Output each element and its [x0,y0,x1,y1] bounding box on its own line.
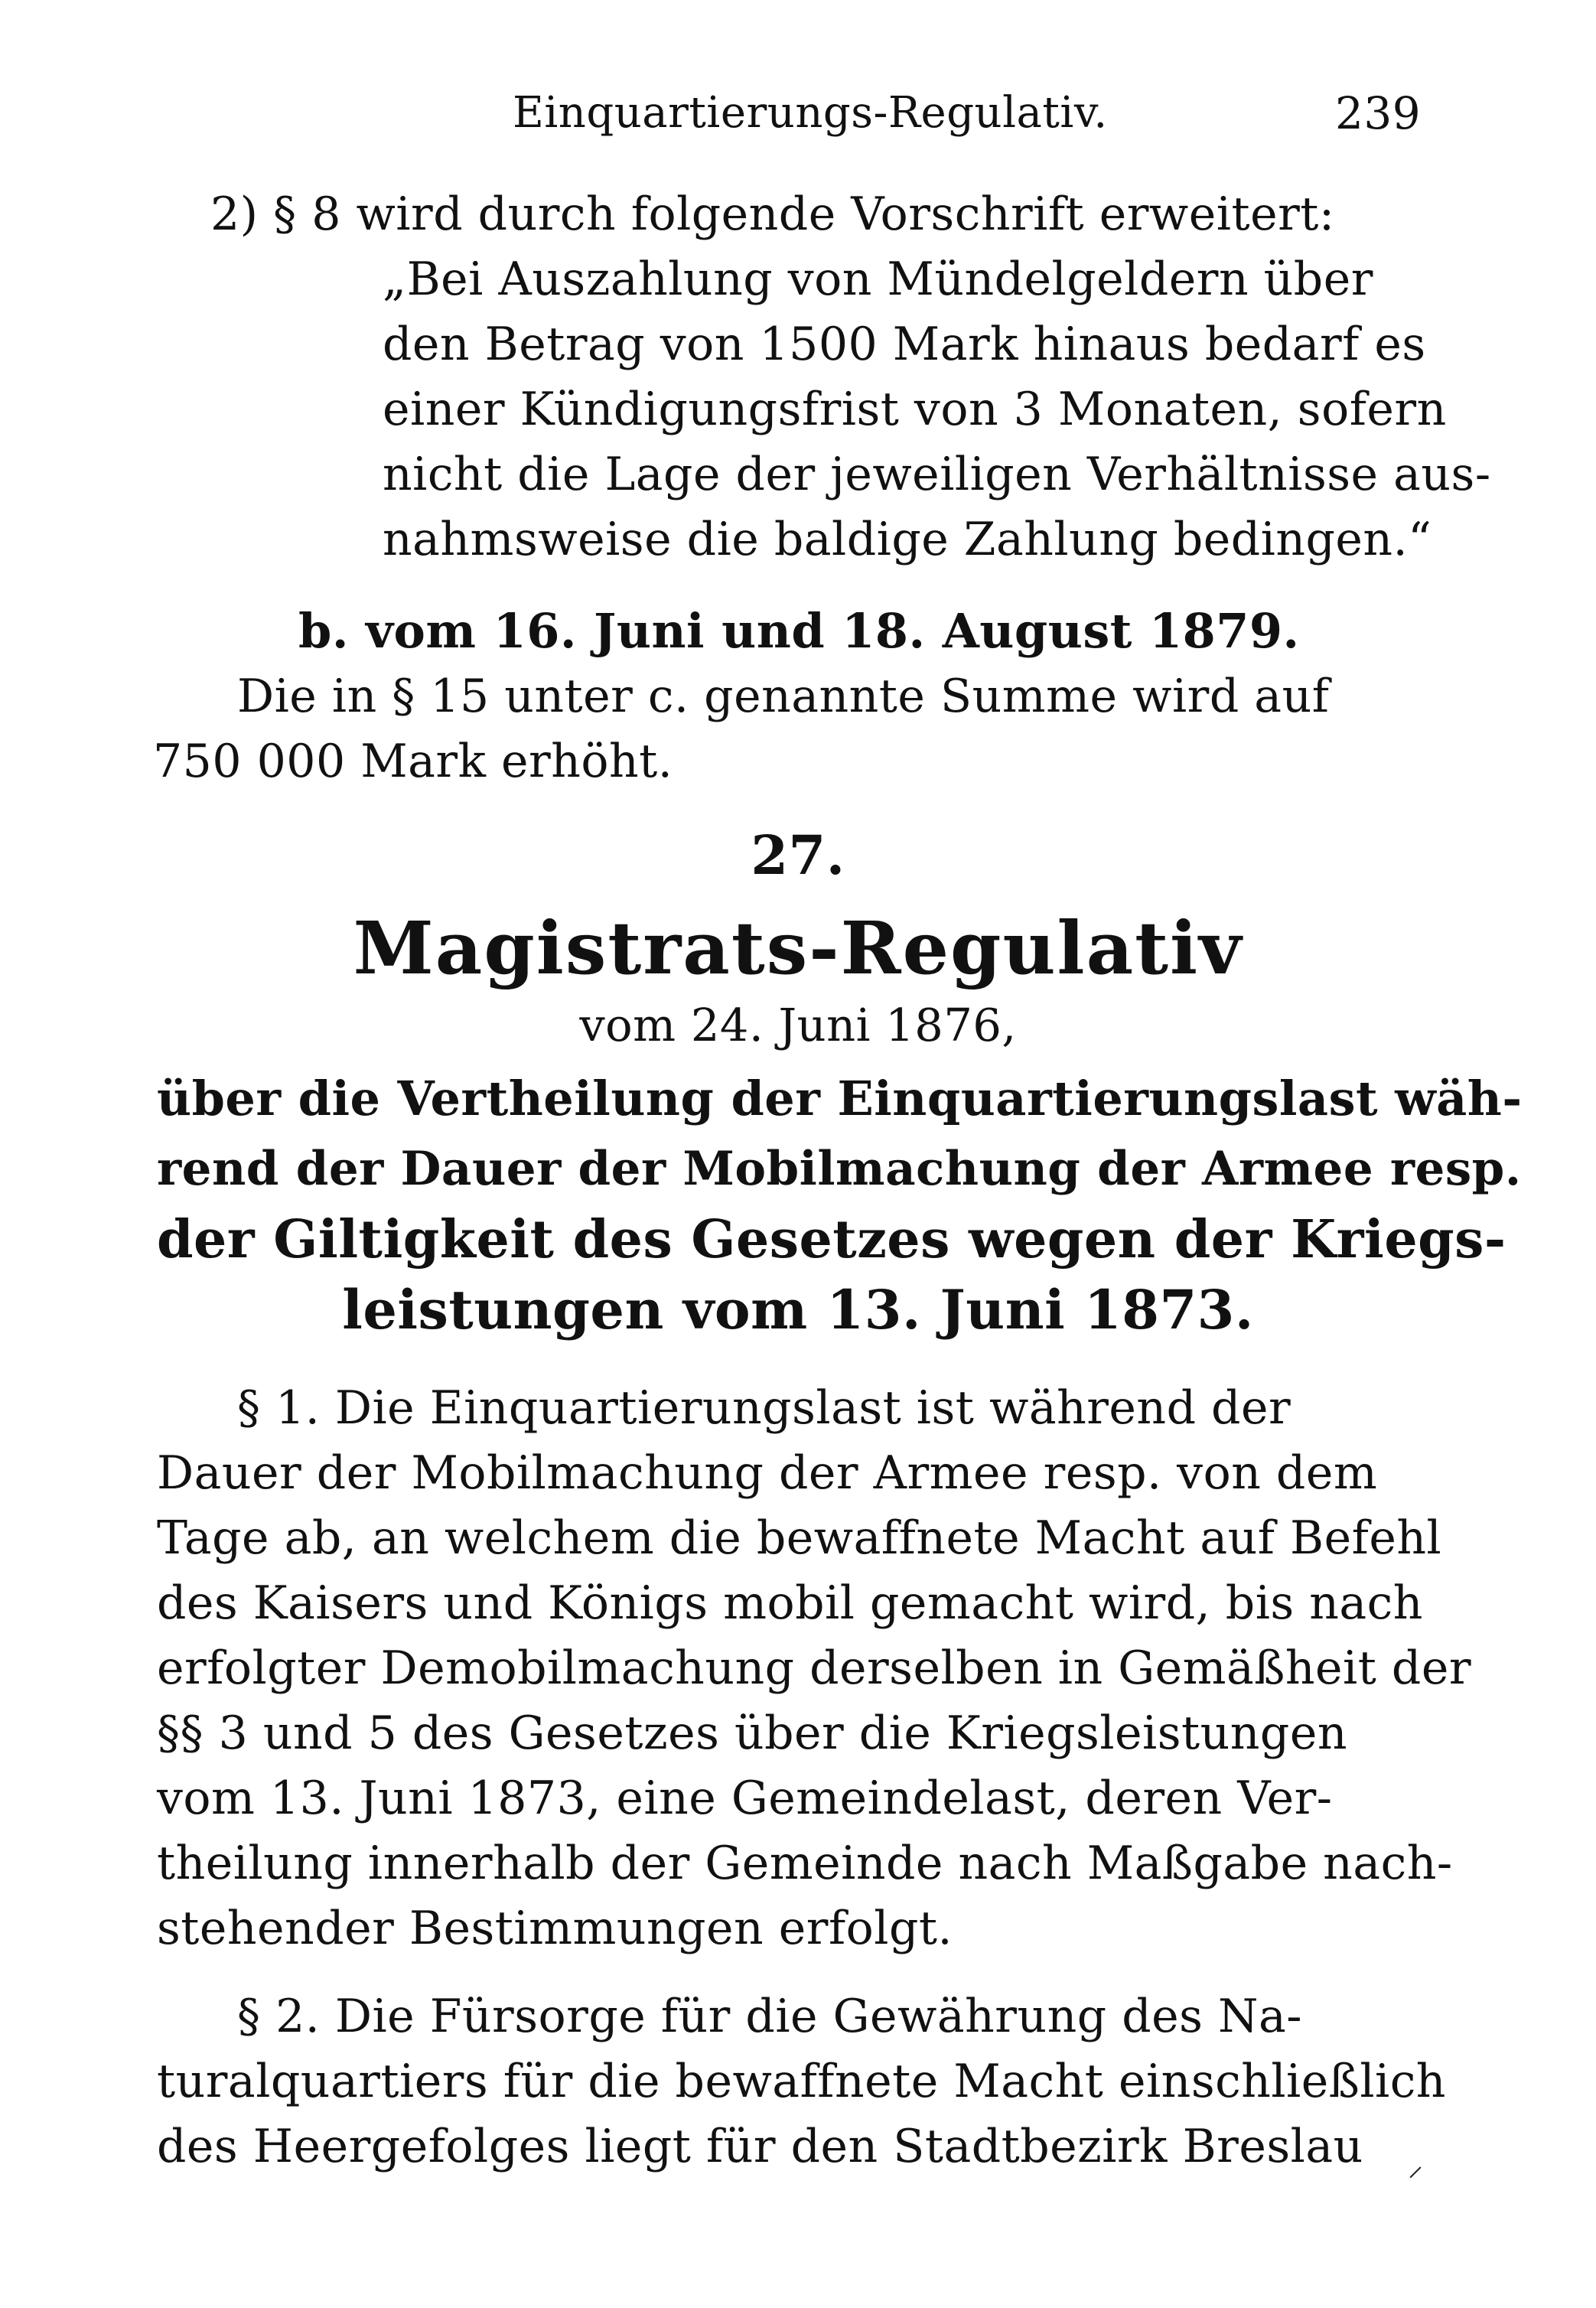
line-text: „Bei Auszahlung von Mündelgeldern über [383,253,1373,306]
section-subtitle-line: über die Vertheilung der Einquartierungslast wäh- [157,1071,1523,1126]
section-number: 27. [751,823,845,887]
text-line [383,379,1447,440]
text-line: Tage ab, an welchem die bewaffnete Macht auf Befehl [157,1511,1442,1565]
running-title: Einquartierungs-Regulativ. [513,88,1108,138]
text-line: erfolgter Demobilmachung derselben in Gemäßheit der [157,1641,1472,1695]
amendment-heading: b. vom 16. Juni und 18. August 1879. [298,603,1300,659]
text-line [383,314,1426,375]
section-title: Magistrats-Regulativ [353,906,1243,991]
text-line [383,509,1432,570]
text-line: Die in § 15 unter c. genannte Summe wird auf [237,670,1330,723]
section-subtitle-line: rend der Dauer der Mobilmachung der Armee resp. [157,1142,1522,1196]
text-line: 750 000 Mark erhöht. [153,735,673,788]
text-line [383,444,1491,505]
text-line: stehender Bestimmungen erfolgt. [157,1902,953,1955]
text-line [383,249,1408,310]
text-line: § 2. Die Fürsorge für die Gewährung des Na- [237,1990,1303,2043]
text-line: des Kaisers und Königs mobil gemacht wird, bis nach [157,1576,1423,1630]
print-mark: ⸝ [1408,2148,1423,2183]
text-line: §§ 3 und 5 des Gesetzes über die Kriegsleistungen [157,1707,1347,1760]
text-line: vom 13. Juni 1873, eine Gemeindelast, deren Ver- [157,1772,1333,1825]
text-line: theilung innerhalb der Gemeinde nach Maßgabe nach- [157,1837,1453,1890]
section-date: vom 24. Juni 1876, [579,999,1017,1051]
text-line: Dauer der Mobilmachung der Armee resp. von dem [157,1446,1378,1500]
line-text: 2) § 8 wird durch folgende Vorschrift erweitert: [210,187,1335,241]
line-text: nicht die Lage der jeweiligen Verhältnisse aus- [383,448,1491,501]
text-line [210,184,1358,245]
page-number: 239 [1335,87,1422,139]
text-line: § 1. Die Einquartierungslast ist während der [237,1381,1291,1435]
line-text: nahmsweise die baldige Zahlung bedingen.“ [383,513,1432,566]
text-line: des Heergefolges liegt für den Stadtbezirk Breslau [157,2120,1363,2173]
line-text: den Betrag von 1500 Mark hinaus bedarf es [383,318,1426,371]
line-text: einer Kündigungsfrist von 3 Monaten, sofern [383,383,1447,436]
text-line: turalquartiers für die bewaffnete Macht einschließlich [157,2055,1446,2108]
section-subtitle-line: der Giltigkeit des Gesetzes wegen der Kriegs- [157,1209,1506,1270]
section-subtitle-line: leistungen vom 13. Juni 1873. [342,1278,1254,1341]
